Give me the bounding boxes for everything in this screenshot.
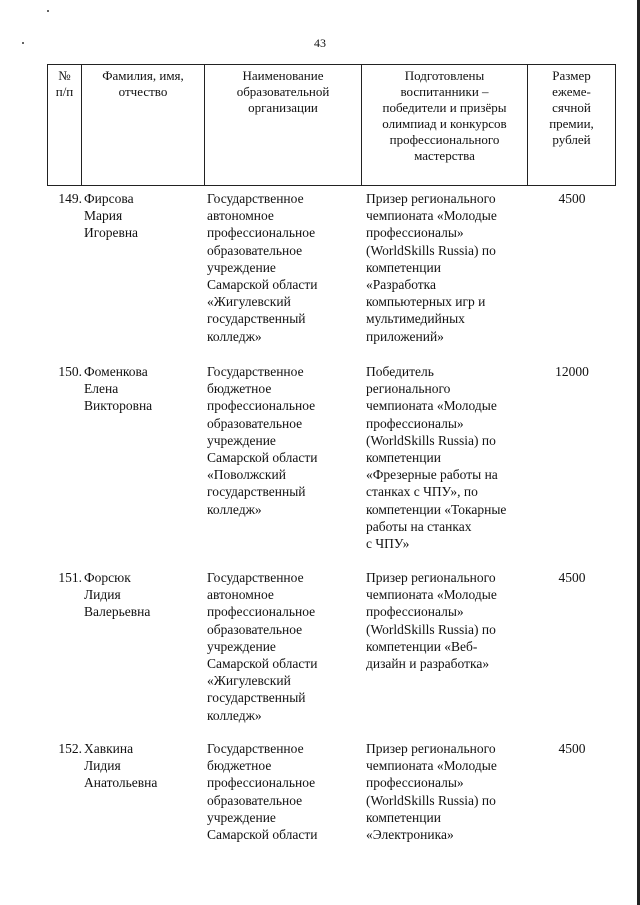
scan-speck [47, 10, 49, 12]
row-number: 151. [58, 570, 82, 585]
page-number: 43 [314, 36, 326, 50]
prize-amount: 12000 [555, 364, 589, 379]
organization: Государственное автономное профессиональное образовательное учреждение Самарской области «Жигулевский государственный колледж» [207, 570, 318, 723]
organization: Государственное автономное профессиональное образовательное учреждение Самарской области «Жигулевский государственный колледж» [207, 191, 318, 344]
person-name: Фирсова Мария Игоревна [84, 191, 139, 241]
header-prize: Размер ежеме- сячной премии, рублей [528, 65, 616, 186]
person-name: Фоменкова Елена Викторовна [84, 364, 153, 414]
achievement: Призер регионального чемпионата «Молодые профессионалы» (WorldSkills Russia) по компетенции «Веб- дизайн и разработка» [366, 570, 497, 672]
header-num: № п/п [48, 65, 82, 186]
person-name: Форсюк Лидия Валерьевна [84, 570, 151, 620]
header-achievements: Подготовлены воспитанники – победители и призёры олимпиад и конкурсов профессионального мастерства [362, 65, 528, 186]
row-number: 149. [58, 191, 82, 206]
row-number: 150. [58, 364, 82, 379]
achievement: Призер регионального чемпионата «Молодые профессионалы» (WorldSkills Russia) по компетенции «Разработка компьютерных игр и мультимедийных приложений» [366, 191, 497, 344]
prize-amount: 4500 [558, 570, 586, 585]
achievement: Призер регионального чемпионата «Молодые профессионалы» (WorldSkills Russia) по компетенции «Электроника» [366, 741, 497, 843]
prize-amount: 4500 [558, 191, 586, 206]
person-name: Хавкина Лидия Анатольевна [84, 741, 158, 791]
row-number: 152. [58, 741, 82, 756]
achievement: Победитель регионального чемпионата «Молодые профессионалы» (WorldSkills Russia) по компетенции «Фрезерные работы на станках с ЧПУ», по компетенции «Токарные работы на станках с ЧПУ» [366, 364, 507, 552]
table-header [47, 64, 616, 186]
header-name: Фамилия, имя, отчество [82, 65, 205, 186]
header-org: Наименование образовательной организации [205, 65, 362, 186]
organization: Государственное бюджетное профессиональное образовательное учреждение Самарской области [207, 741, 318, 843]
organization: Государственное бюджетное профессиональное образовательное учреждение Самарской области «Поволжский государственный колледж» [207, 364, 318, 517]
prize-amount: 4500 [558, 741, 586, 756]
